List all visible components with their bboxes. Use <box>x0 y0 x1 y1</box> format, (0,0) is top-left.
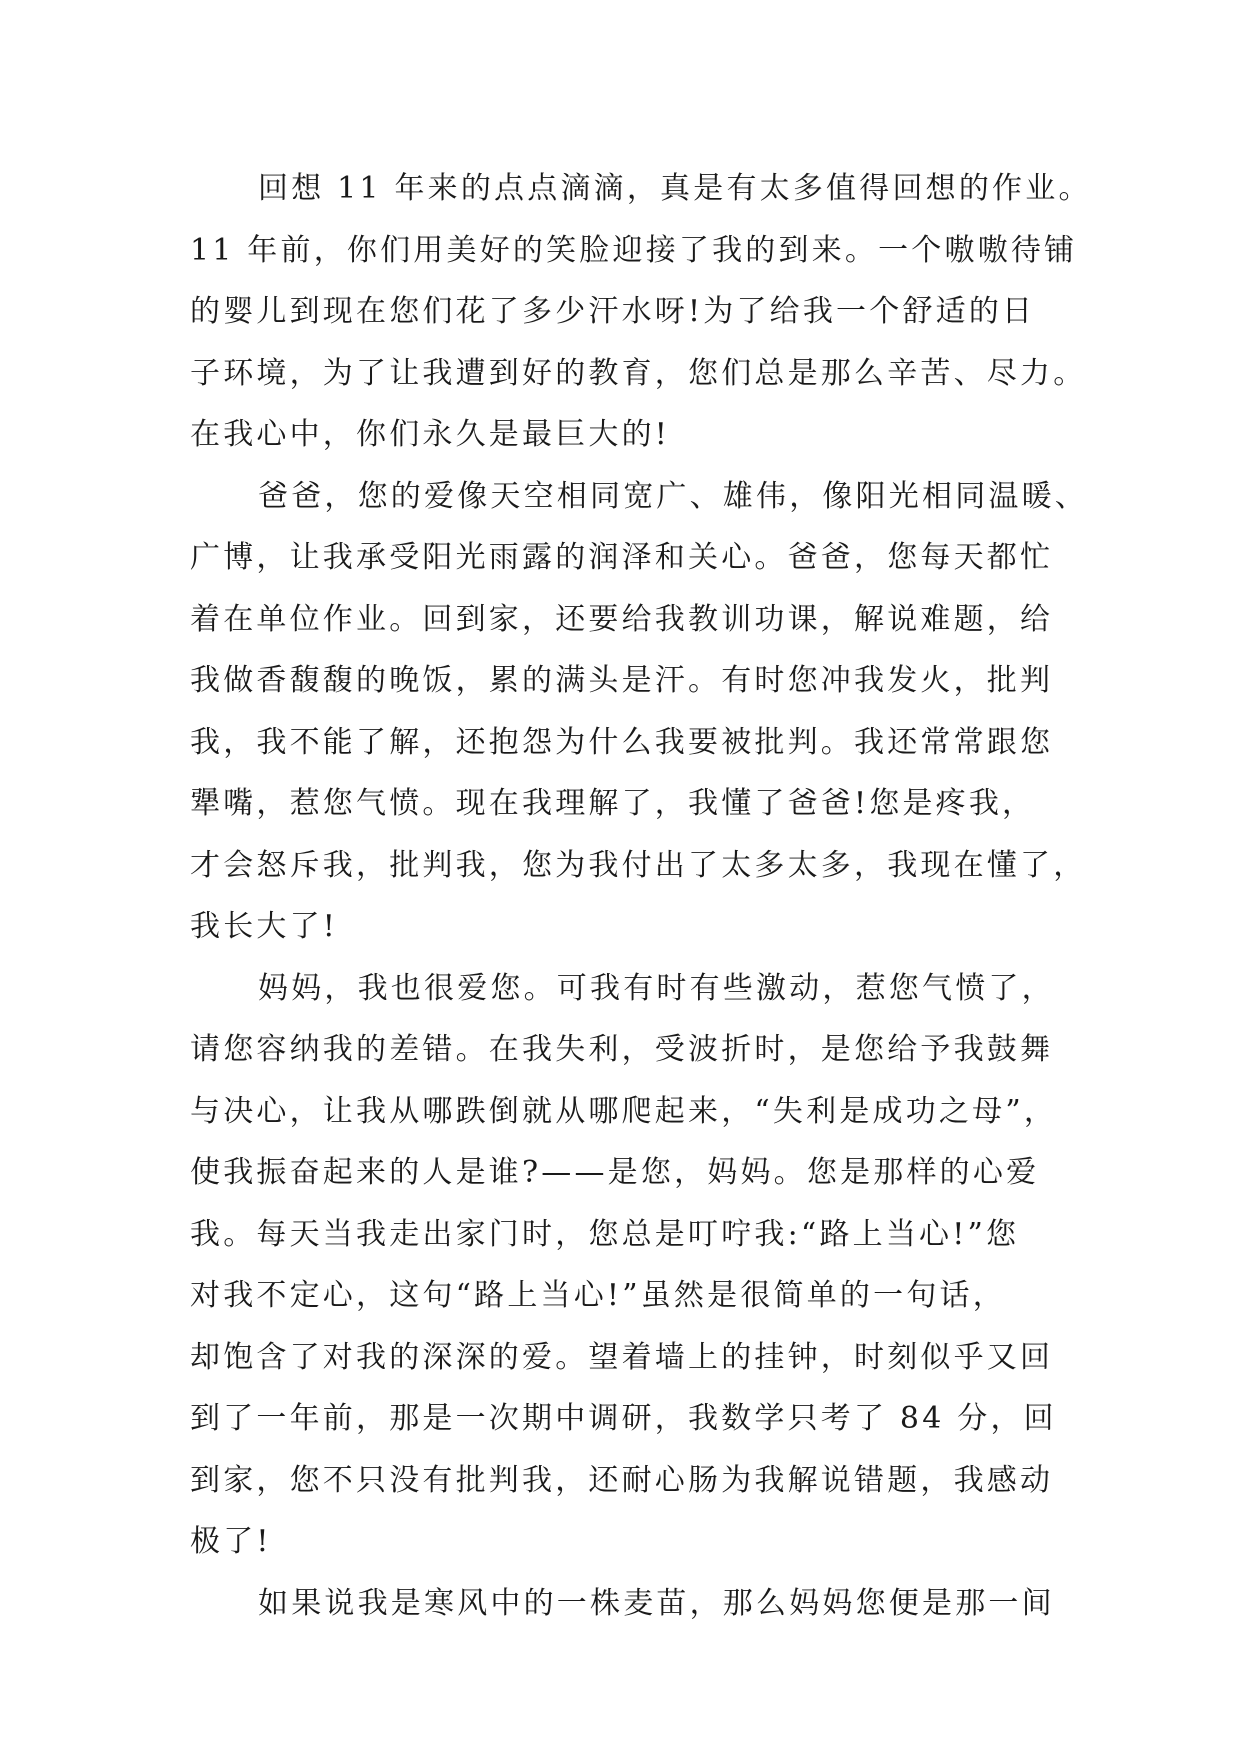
text-line: 才会怒斥我，批判我，您为我付出了太多太多，我现在懂了， <box>190 847 1087 883</box>
text-line: 到家，您不只没有批判我，还耐心肠为我解说错题，我感动 <box>190 1462 1054 1498</box>
text-line: 回想 11 年来的点点滴滴，真是有太多值得回想的作业。 <box>258 171 1092 206</box>
text-line: 爸爸，您的爱像天空相同宽广、雄伟，像阳光相同温暖、 <box>258 478 1088 514</box>
text-line: 广博，让我承受阳光雨露的润泽和关心。爸爸，您每天都忙 <box>190 540 1054 575</box>
text-line: 极了! <box>190 1524 272 1559</box>
text-line: 请您容纳我的差错。在我失利，受波折时，是您给予我鼓舞 <box>190 1032 1054 1067</box>
text-line: 对我不定心，这句“路上当心!”虽然是很简单的一句话， <box>190 1278 1006 1313</box>
text-line: 在我心中，你们永久是最巨大的! <box>190 417 671 452</box>
text-line: 我长大了! <box>190 909 339 944</box>
text-line: 却饱含了对我的深深的爱。望着墙上的挂钟，时刻似乎又回 <box>190 1339 1054 1375</box>
text-line: 犟嘴，惹您气愤。现在我理解了，我懂了爸爸!您是疼我， <box>190 786 1036 821</box>
text-line: 到了一年前，那是一次期中调研，我数学只考了 84 分，回 <box>190 1401 1057 1436</box>
text-line: 与决心，让我从哪跌倒就从哪爬起来，“失利是成功之母”， <box>190 1093 1058 1129</box>
text-line: 我做香馥馥的晚饭，累的满头是汗。有时您冲我发火，批判 <box>190 663 1054 698</box>
text-line: 我。每天当我走出家门时，您总是叮咛我:“路上当心!”您 <box>190 1216 1020 1252</box>
text-line: 妈妈，我也很爱您。可我有时有些激动，惹您气愤了， <box>258 970 1055 1006</box>
text-line: 11 年前，你们用美好的笑脸迎接了我的到来。一个嗷嗷待铺 <box>190 232 1078 268</box>
text-line: 着在单位作业。回到家，还要给我教训功课，解说难题，给 <box>190 601 1054 637</box>
text-line: 我，我不能了解，还抱怨为什么我要被批判。我还常常跟您 <box>190 724 1054 760</box>
text-line: 的婴儿到现在您们花了多少汗水呀!为了给我一个舒适的日 <box>190 294 1036 329</box>
text-line: 如果说我是寒风中的一株麦苗，那么妈妈您便是那一间 <box>258 1585 1055 1621</box>
text-line: 使我振奋起来的人是谁?——是您，妈妈。您是那样的心爱 <box>190 1155 1040 1190</box>
text-line: 子环境，为了让我遭到好的教育，您们总是那么辛苦、尽力。 <box>190 355 1087 391</box>
body-text <box>190 158 1092 1634</box>
